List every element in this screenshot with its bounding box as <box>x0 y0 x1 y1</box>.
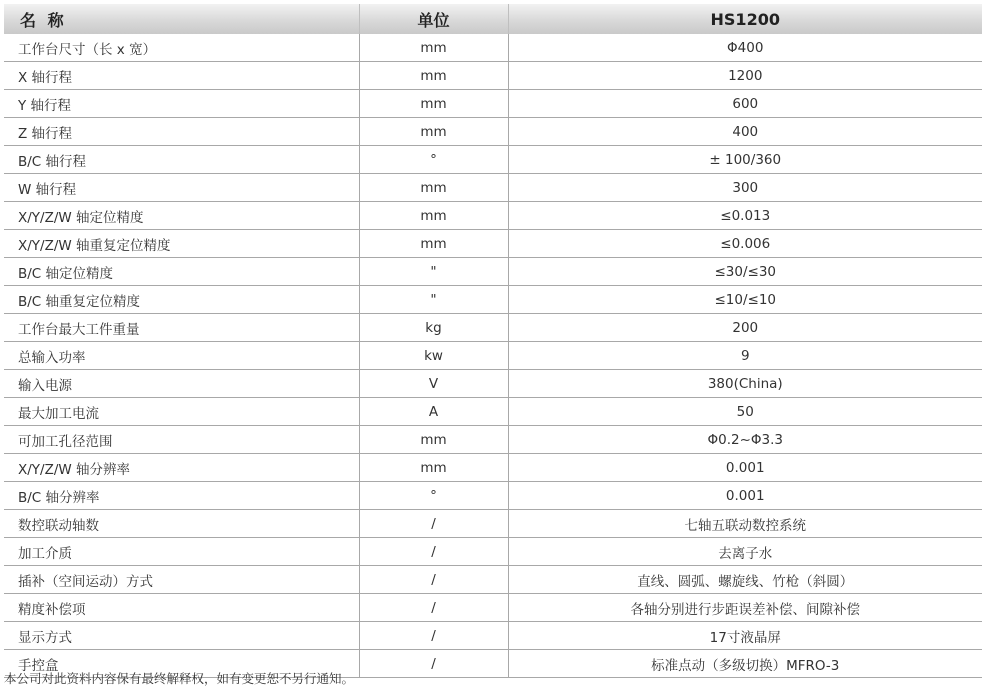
spec-unit-cell: mm <box>359 230 508 258</box>
table-row <box>4 314 982 342</box>
spec-name-cell: 总输入功率 <box>4 342 359 370</box>
spec-table <box>4 4 982 678</box>
table-row <box>4 426 982 454</box>
spec-name-cell: 精度补偿项 <box>4 594 359 622</box>
table-row <box>4 398 982 426</box>
spec-unit-cell: mm <box>359 174 508 202</box>
table-row <box>4 482 982 510</box>
spec-name-cell: B/C 轴重复定位精度 <box>4 286 359 314</box>
spec-name-cell: 工作台最大工件重量 <box>4 314 359 342</box>
spec-value-cell: 400 <box>508 118 982 146</box>
table-row <box>4 62 982 90</box>
spec-value-cell: 0.001 <box>508 454 982 482</box>
table-row <box>4 370 982 398</box>
spec-name-cell: X 轴行程 <box>4 62 359 90</box>
spec-unit-cell: / <box>359 622 508 650</box>
spec-unit-cell: mm <box>359 90 508 118</box>
spec-name-cell: B/C 轴行程 <box>4 146 359 174</box>
table-row <box>4 258 982 286</box>
spec-name-cell: X/Y/Z/W 轴定位精度 <box>4 202 359 230</box>
spec-value-cell: 17寸液晶屏 <box>508 622 982 650</box>
table-row <box>4 454 982 482</box>
spec-unit-cell: " <box>359 258 508 286</box>
spec-unit-cell: / <box>359 650 508 678</box>
spec-name-cell: Z 轴行程 <box>4 118 359 146</box>
spec-value-cell: 0.001 <box>508 482 982 510</box>
spec-name-cell: 数控联动轴数 <box>4 510 359 538</box>
spec-value-cell: 380(China) <box>508 370 982 398</box>
spec-unit-cell: mm <box>359 202 508 230</box>
spec-name-cell: Y 轴行程 <box>4 90 359 118</box>
table-row <box>4 566 982 594</box>
spec-value-cell: 去离子水 <box>508 538 982 566</box>
spec-unit-cell: / <box>359 566 508 594</box>
spec-value-cell: ≤30/≤30 <box>508 258 982 286</box>
table-row <box>4 146 982 174</box>
spec-unit-cell: ° <box>359 482 508 510</box>
table-row <box>4 34 982 62</box>
spec-unit-cell: " <box>359 286 508 314</box>
table-row <box>4 538 982 566</box>
spec-name-cell: 可加工孔径范围 <box>4 426 359 454</box>
spec-name-cell: B/C 轴分辨率 <box>4 482 359 510</box>
spec-value-cell: ≤10/≤10 <box>508 286 982 314</box>
spec-value-cell: ≤0.006 <box>508 230 982 258</box>
spec-unit-cell: ° <box>359 146 508 174</box>
spec-value-cell: 直线、圆弧、螺旋线、竹枪（斜圆） <box>508 566 982 594</box>
spec-value-cell: 600 <box>508 90 982 118</box>
header-unit: 单位 <box>359 4 508 34</box>
spec-value-cell: 200 <box>508 314 982 342</box>
spec-name-cell: 最大加工电流 <box>4 398 359 426</box>
spec-value-cell: 七轴五联动数控系统 <box>508 510 982 538</box>
table-row <box>4 90 982 118</box>
spec-unit-cell: / <box>359 510 508 538</box>
table-row <box>4 510 982 538</box>
spec-unit-cell: / <box>359 538 508 566</box>
footnote: 本公司对此资料内容保有最终解释权，如有变更恕不另行通知。 <box>4 671 355 686</box>
spec-value-cell: 9 <box>508 342 982 370</box>
table-row <box>4 202 982 230</box>
spec-value-cell: 50 <box>508 398 982 426</box>
spec-name-cell: 显示方式 <box>4 622 359 650</box>
spec-value-cell: ± 100/360 <box>508 146 982 174</box>
spec-value-cell: Φ0.2~Φ3.3 <box>508 426 982 454</box>
spec-value-cell: 300 <box>508 174 982 202</box>
spec-value-cell: 标准点动（多级切换）MFRO-3 <box>508 650 982 678</box>
table-row <box>4 174 982 202</box>
spec-value-cell: Φ400 <box>508 34 982 62</box>
spec-name-cell: X/Y/Z/W 轴分辨率 <box>4 454 359 482</box>
spec-unit-cell: mm <box>359 426 508 454</box>
table-header-row <box>4 4 982 34</box>
spec-value-cell: 1200 <box>508 62 982 90</box>
spec-name-cell: X/Y/Z/W 轴重复定位精度 <box>4 230 359 258</box>
spec-name-cell: 工作台尺寸（长 x 宽） <box>4 34 359 62</box>
spec-value-cell: 各轴分别进行步距误差补偿、间隙补偿 <box>508 594 982 622</box>
spec-value-cell: ≤0.013 <box>508 202 982 230</box>
spec-name-cell: B/C 轴定位精度 <box>4 258 359 286</box>
spec-name-cell: 加工介质 <box>4 538 359 566</box>
header-model: HS1200 <box>508 4 982 34</box>
spec-name-cell: W 轴行程 <box>4 174 359 202</box>
table-row <box>4 594 982 622</box>
spec-unit-cell: mm <box>359 118 508 146</box>
spec-name-cell: 手控盒 <box>4 650 359 678</box>
spec-unit-cell: A <box>359 398 508 426</box>
spec-name-cell: 输入电源 <box>4 370 359 398</box>
spec-name-cell: 插补（空间运动）方式 <box>4 566 359 594</box>
table-row <box>4 622 982 650</box>
spec-unit-cell: mm <box>359 34 508 62</box>
table-row <box>4 342 982 370</box>
spec-unit-cell: mm <box>359 62 508 90</box>
table-row <box>4 286 982 314</box>
spec-unit-cell: kg <box>359 314 508 342</box>
spec-unit-cell: kw <box>359 342 508 370</box>
header-name: 名 称 <box>4 4 359 34</box>
table-row <box>4 230 982 258</box>
spec-unit-cell: mm <box>359 454 508 482</box>
spec-unit-cell: / <box>359 594 508 622</box>
table-row <box>4 118 982 146</box>
spec-unit-cell: V <box>359 370 508 398</box>
